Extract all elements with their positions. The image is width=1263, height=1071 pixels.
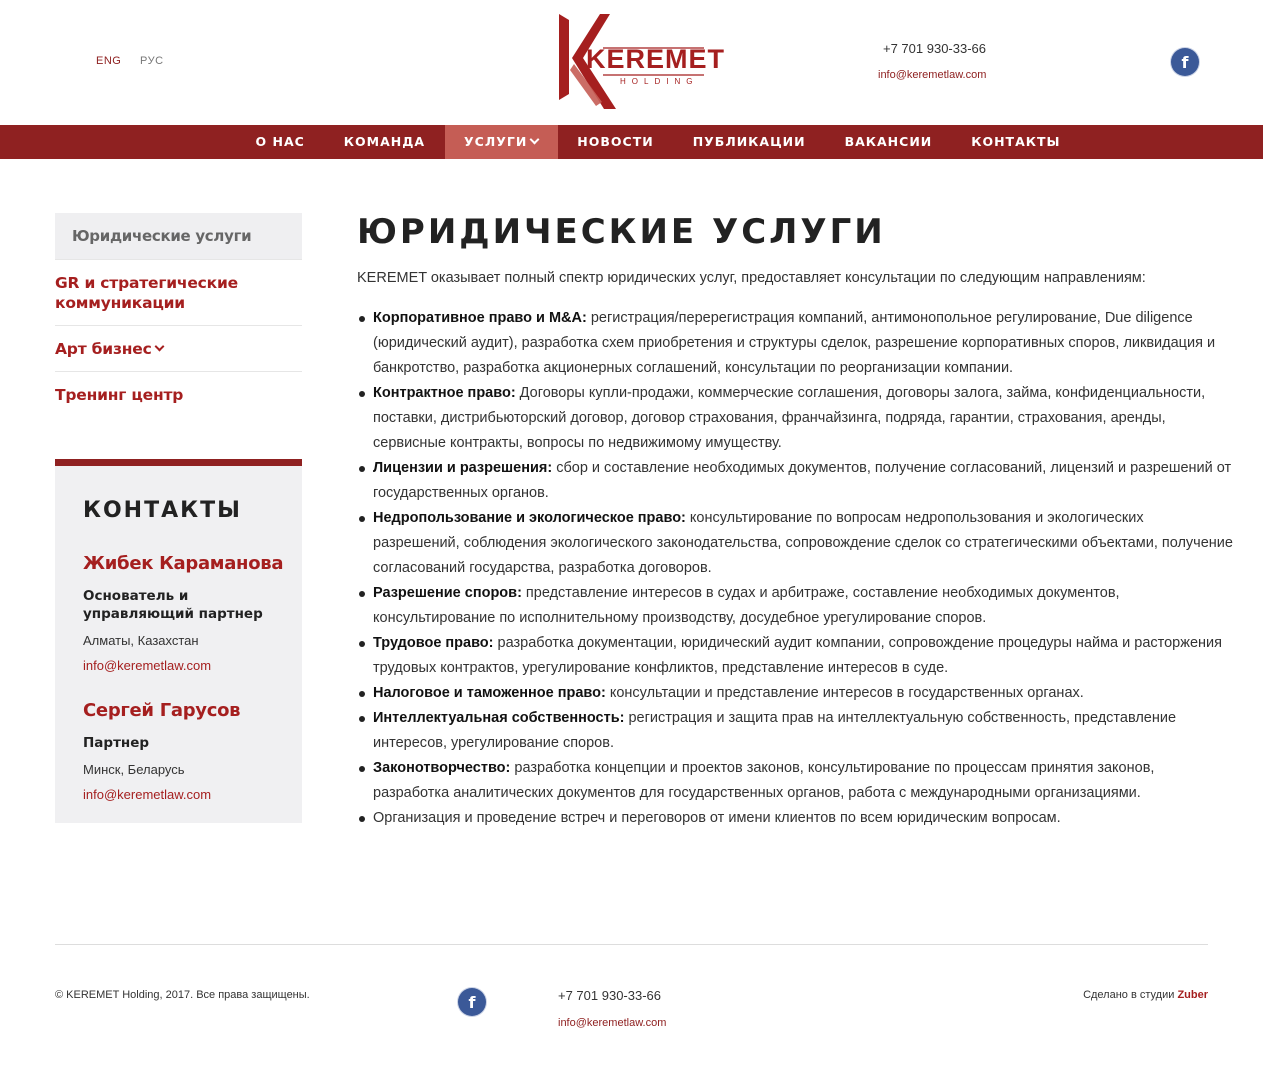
service-text: Организация и проведение встреч и переговоров от имени клиентов по всем юридическим вопросам. [373,810,1061,826]
lang-eng-link[interactable]: ENG [96,55,122,67]
logo-subtitle: HOLDING [620,77,699,86]
footer-made-by [1083,989,1208,1001]
sidebar-item-gr[interactable]: GR и стратегические коммуникации [55,259,302,325]
nav-item-contacts[interactable]: КОНТАКТЫ [971,134,1061,149]
footer-divider [55,944,1208,945]
contacts-title: КОНТАКТЫ [83,498,242,523]
contact-role: Основатель и управляющий партнер [83,588,263,622]
intro-text: KEREMET оказывает полный спектр юридических услуг, предоставляет консультации по следующим направлениям: [357,270,1146,286]
chevron-down-icon [530,135,540,145]
keremet-logo[interactable] [556,12,726,112]
contact-name: Сергей Гарусов [83,700,241,721]
footer-copyright: © KEREMET Holding, 2017. Все права защищены. [55,989,310,1001]
contact-city: Алматы, Казахстан [83,633,199,648]
list-item [373,631,1233,681]
service-text: сбор и составление необходимых документов, получение согласований, лицензий и разрешений от государственных органов. [373,460,1232,501]
nav-item-about[interactable]: О НАС [255,134,305,149]
service-title: Законотворчество: [373,760,511,776]
page-title: ЮРИДИЧЕСКИЕ УСЛУГИ [357,212,886,252]
service-title: Разрешение споров: [373,585,522,601]
service-text: Договоры купли-продажи, коммерческие соглашения, договоры залога, займа, конфиденциальности, поставки, дистрибьюторский договор, договор страхования, франчайзинга, подряда, гарантии, страхования, аренды, сервисные контракты, вопросы по недвижимому имуществу. [373,385,1206,451]
nav-item-publications[interactable]: ПУБЛИКАЦИИ [692,134,806,149]
made-by-text: Сделано в студии [1083,989,1175,1001]
nav-item-team[interactable]: КОМАНДА [343,134,426,149]
sidebar-item-label: Арт бизнес [55,340,152,358]
contact-city: Минск, Беларусь [83,762,185,777]
header-email-link[interactable]: info@keremetlaw.com [878,69,987,81]
header-phone[interactable]: +7 701 930-33-66 [883,41,987,56]
list-item [373,306,1233,381]
contact-email-link[interactable]: info@keremetlaw.com [83,787,212,802]
service-title: Интеллектуальная собственность: [373,710,625,726]
service-title: Лицензии и разрешения: [373,460,553,476]
facebook-icon[interactable]: f [458,988,486,1016]
service-text: представление интересов в судах и арбитраже, составление необходимых документов, консультирование по исполнительному производству, досудебное урегулирование споров. [373,585,1120,626]
service-text: разработка концепции и проектов законов, консультирование по процессам принятия законов, разработка аналитических документов для государственных органов, работа с международными организациями. [373,760,1155,801]
nav-item-vacancies[interactable]: ВАКАНСИИ [844,134,933,149]
chevron-down-icon [154,342,164,352]
contact-name: Жибек Караманова [83,553,284,574]
list-item [373,806,1233,831]
service-title: Трудовое право: [373,635,494,651]
footer-phone[interactable]: +7 701 930-33-66 [558,988,662,1003]
facebook-icon[interactable]: f [1171,48,1199,76]
nav-item-services-label: УСЛУГИ [464,134,528,149]
service-title: Налоговое и таможенное право: [373,685,606,701]
list-item [373,756,1233,806]
service-text: консультирование по вопросам недропользования и экологических разрешений, соблюдения экологического законодательства, сопровождение сделок со стратегическими объектами, получение согласований государства, разработка договоров. [373,510,1233,576]
service-text: регистрация и защита прав на интеллектуальную собственность, представление интересов, урегулирование споров. [373,710,1177,751]
main-nav [0,125,1263,159]
service-title: Корпоративное право и M&A: [373,310,587,326]
contacts-box [55,459,302,823]
sidebar-item-training[interactable]: Тренинг центр [55,371,302,417]
list-item [373,506,1233,581]
list-item [373,706,1233,756]
studio-link[interactable]: Zuber [1177,989,1208,1001]
service-text: консультации и представление интересов в государственных органах. [605,685,1084,701]
nav-item-services[interactable] [445,125,558,159]
service-title: Контрактное право: [373,385,516,401]
contact-email-link[interactable]: info@keremetlaw.com [83,658,212,673]
contact-role: Партнер [83,735,150,751]
list-item [373,456,1233,506]
nav-item-news[interactable]: НОВОСТИ [577,134,654,149]
lang-rus-link[interactable]: РУС [140,55,164,67]
list-item [373,681,1233,706]
service-title: Недропользование и экологическое право: [373,510,686,526]
service-text: разработка документации, юридический аудит компании, сопровождение процедуры найма и расторжения трудовых контрактов, урегулирование конфликтов, представление интересов в суде. [373,635,1222,676]
service-text: регистрация/перерегистрация компаний, антимонопольное регулирование, Due diligence (юридический аудит), разработка схем приобретения и структуры сделок, разрешение корпоративных споров, ликвидация и банкротство, разработка акционерных соглашений, консультации по реорганизации компании. [373,310,1216,376]
list-item [373,381,1233,456]
sidebar-menu [55,213,302,417]
list-item [373,581,1233,631]
sidebar-item-art-business[interactable] [55,325,302,371]
footer-email-link[interactable]: info@keremetlaw.com [558,1017,667,1029]
sidebar-item-legal-services[interactable]: Юридические услуги [55,213,302,259]
services-list [357,306,1233,831]
logo-wordmark: KEREMET [586,44,726,74]
